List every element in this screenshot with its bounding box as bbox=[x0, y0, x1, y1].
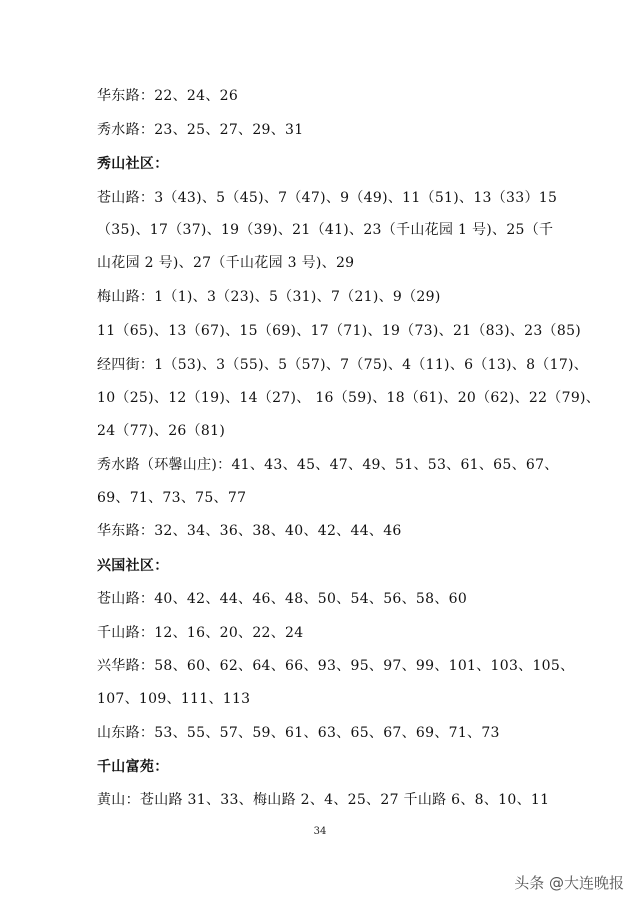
street-line-xiushui-cont: 69、71、73、75、77 bbox=[97, 490, 247, 506]
street-line-shandong: 山东路：53、55、57、59、61、63、65、67、69、71、73 bbox=[97, 725, 500, 741]
street-line-huadong: 华东路：32、34、36、38、40、42、44、46 bbox=[97, 523, 402, 539]
street-line-jingsi-cont: 24（77)、26（81) bbox=[97, 423, 226, 439]
street-line-huadong: 华东路：22、24、26 bbox=[97, 88, 239, 104]
street-line-huangshan: 黄山：苍山路 31、33、梅山路 2、4、25、27 千山路 6、8、10、11 bbox=[97, 792, 550, 808]
source-watermark: 头条 @大连晚报 bbox=[514, 874, 624, 892]
street-line-qianshan: 千山路：12、16、20、22、24 bbox=[97, 625, 304, 641]
street-line-cangshan-cont: 山花园 2 号)、27（千山花园 3 号)、29 bbox=[97, 255, 355, 271]
street-line-xinghua: 兴华路：58、60、62、64、66、93、95、97、99、101、103、105、 bbox=[97, 658, 575, 674]
street-line-jingsi-cont: 10（25)、12（19)、14（27)、 16（59)、18（61)、20（62)、22（79)、 bbox=[97, 390, 601, 406]
section-heading-xiushan: 秀山社区： bbox=[97, 156, 169, 172]
street-line-jingsi: 经四街：1（53)、3（55)、5（57)、7（75)、4（11)、6（13)、8（17)、 bbox=[97, 357, 589, 373]
street-line-meishan-cont: 11（65)、13（67)、15（69)、17（71)、19（73)、21（83)、23（85) bbox=[97, 323, 582, 339]
section-heading-qianshanfuyuan: 千山富苑： bbox=[97, 759, 169, 775]
street-line-xiushui: 秀水路：23、25、27、29、31 bbox=[97, 122, 304, 138]
street-line-meishan: 梅山路：1（1)、3（23)、5（31)、7（21)、9（29) bbox=[97, 289, 441, 305]
street-line-cangshan: 苍山路：3（43)、5（45)、7（47)、9（49)、11（51)、13（33）15 bbox=[97, 190, 558, 206]
street-line-cangshan: 苍山路：40、42、44、46、48、50、54、56、58、60 bbox=[97, 591, 468, 607]
street-line-xiushui-huanxin: 秀水路（环馨山庄)：41、43、45、47、49、51、53、61、65、67、 bbox=[97, 457, 559, 473]
street-line-cangshan-cont: （35)、17（37)、19（39)、21（41)、23（千山花园 1 号)、25（千 bbox=[97, 222, 554, 238]
section-heading-xingguo: 兴国社区： bbox=[97, 558, 169, 574]
street-line-xinghua-cont: 107、109、111、113 bbox=[97, 691, 251, 707]
page-number: 34 bbox=[313, 826, 327, 837]
